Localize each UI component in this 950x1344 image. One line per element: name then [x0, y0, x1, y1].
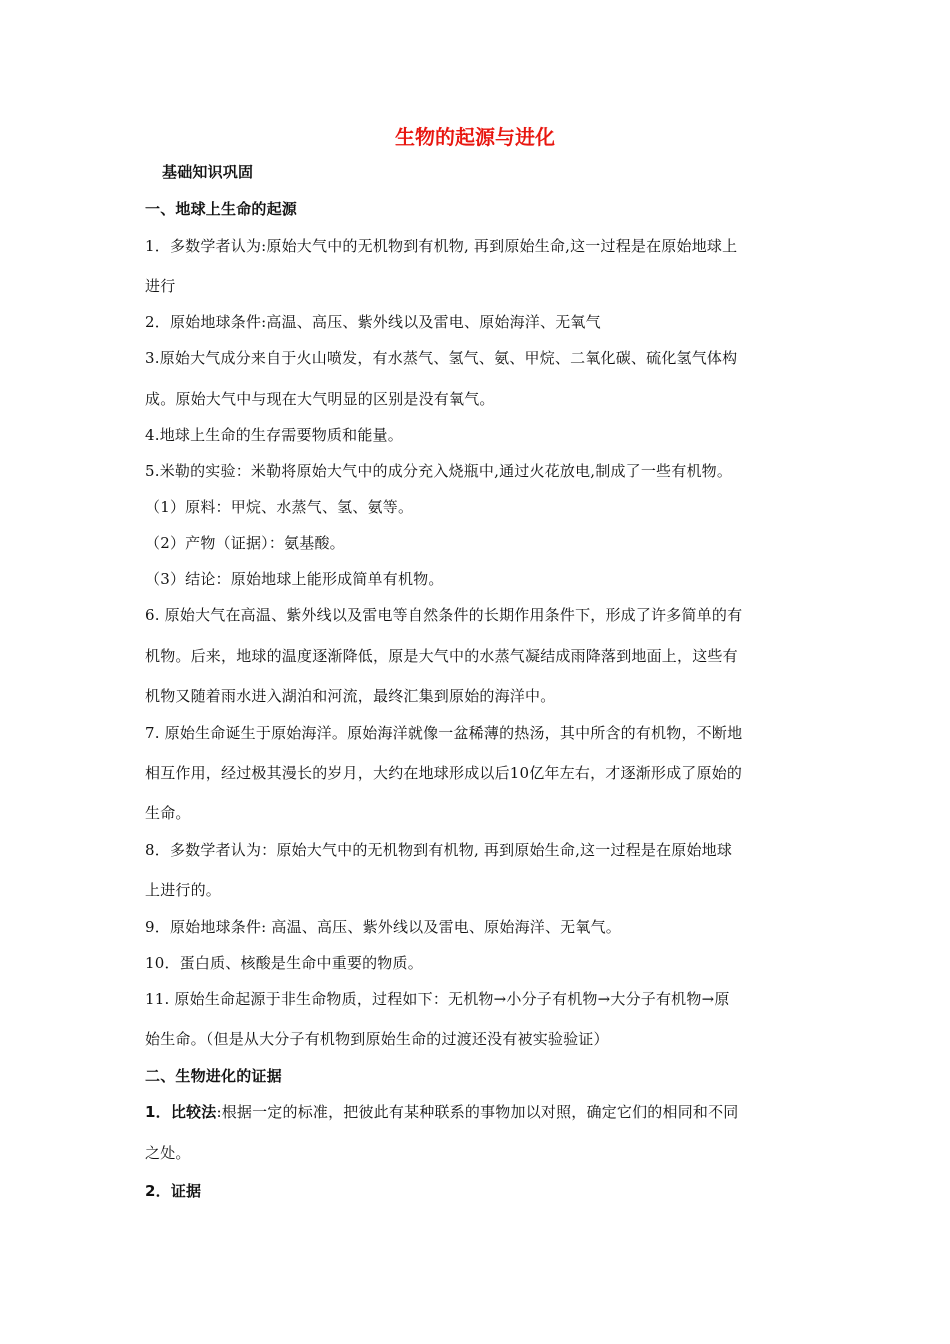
comparison-method-label: 1．比较法	[145, 1103, 217, 1121]
paragraph-8-line-2: 上进行的。	[145, 881, 222, 899]
paragraph-1-line-2: 进行	[145, 277, 176, 295]
paragraph-1-line-1: 1．多数学者认为:原始大气中的无机物到有机物, 再到原始生命,这一过程是在原始地球上	[145, 237, 738, 255]
section-heading-origin: 一、地球上生命的起源	[145, 200, 298, 218]
evidence-label: 2．证据	[145, 1182, 202, 1200]
paragraph-8-line-1: 8．多数学者认为：原始大气中的无机物到有机物, 再到原始生命,这一过程是在原始地球	[145, 841, 733, 859]
paragraph-6-line-3: 机物又随着雨水进入湖泊和河流，最终汇集到原始的海洋中。	[145, 687, 556, 705]
paragraph-2: 2．原始地球条件:高温、高压、紫外线以及雷电、原始海洋、无氧气	[145, 313, 601, 331]
paragraph-7-line-1: 7. 原始生命诞生于原始海洋。原始海洋就像一盆稀薄的热汤，其中所含的有机物，不断地	[145, 724, 743, 742]
comparison-method-line-2: 之处。	[145, 1144, 191, 1162]
paragraph-3-line-1: 3.原始大气成分来自于火山喷发，有水蒸气、氢气、氨、甲烷、二氧化碳、硫化氢气体构	[145, 349, 738, 367]
paragraph-11-line-2: 始生命。（但是从大分子有机物到原始生命的过渡还没有被实验验证）	[145, 1030, 609, 1048]
document-title: 生物的起源与进化	[395, 125, 555, 149]
paragraph-5-item-1: （1）原料：甲烷、水蒸气、氢、氨等。	[145, 498, 414, 516]
paragraph-7-line-2: 相互作用，经过极其漫长的岁月，大约在地球形成以后10亿年左右，才逐渐形成了原始的	[145, 764, 743, 782]
paragraph-5-item-2: （2）产物（证据）：氨基酸。	[145, 534, 345, 552]
paragraph-6-line-1: 6. 原始大气在高温、紫外线以及雷电等自然条件的长期作用条件下，形成了许多简单的有	[145, 606, 743, 624]
paragraph-5: 5.米勒的实验：米勒将原始大气中的成分充入烧瓶中,通过火花放电,制成了一些有机物。	[145, 462, 733, 480]
paragraph-4: 4.地球上生命的生存需要物质和能量。	[145, 426, 403, 444]
paragraph-10: 10．蛋白质、核酸是生命中重要的物质。	[145, 954, 423, 972]
paragraph-5-item-3: （3）结论：原始地球上能形成简单有机物。	[145, 570, 444, 588]
paragraph-7-line-3: 生命。	[145, 804, 191, 822]
paragraph-6-line-2: 机物。后来，地球的温度逐渐降低，原是大气中的水蒸气凝结成雨降落到地面上，这些有	[145, 647, 738, 665]
subtitle: 基础知识巩固	[162, 163, 254, 181]
paragraph-11-line-1: 11. 原始生命起源于非生命物质，过程如下：无机物→小分子有机物→大分子有机物→原	[145, 990, 730, 1008]
section-heading-evidence: 二、生物进化的证据	[145, 1067, 282, 1085]
comparison-method-text: :根据一定的标准，把彼此有某种联系的事物加以对照，确定它们的相同和不同	[216, 1103, 739, 1121]
paragraph-9: 9．原始地球条件: 高温、高压、紫外线以及雷电、原始海洋、无氧气。	[145, 918, 621, 936]
comparison-method-line-1	[145, 1102, 825, 1122]
paragraph-3-line-2: 成。原始大气中与现在大气明显的区别是没有氧气。	[145, 390, 495, 408]
